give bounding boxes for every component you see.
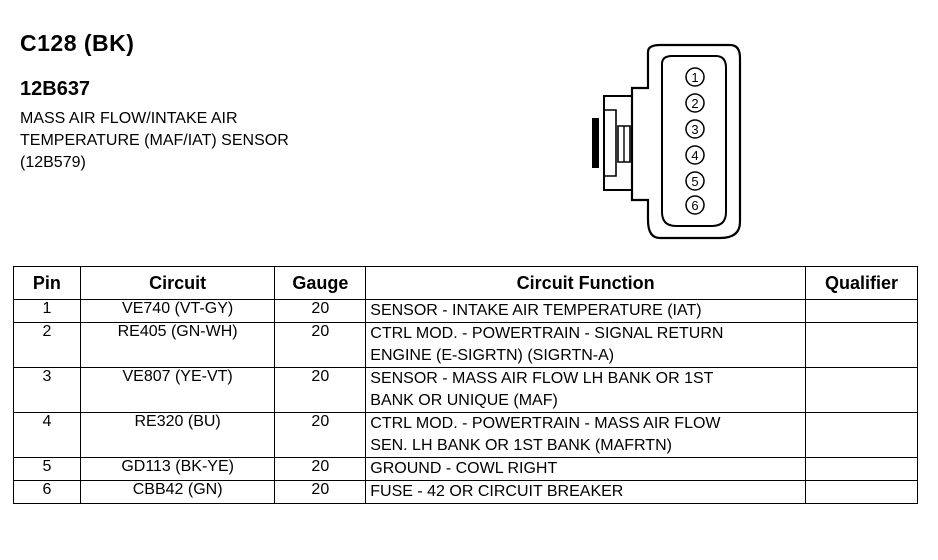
connector-face-diagram <box>590 40 750 245</box>
gauge-cell: 20 <box>275 458 366 481</box>
header-gauge: Gauge <box>275 267 366 300</box>
table-row <box>14 300 918 323</box>
table-row <box>14 368 918 413</box>
pin-cell: 1 <box>14 300 81 323</box>
pin-label: 1 <box>691 70 699 85</box>
pinout-table <box>13 266 918 504</box>
pin-cell: 2 <box>14 323 81 368</box>
function-cell <box>366 368 806 413</box>
table-row <box>14 323 918 368</box>
pin-label: 4 <box>691 148 699 163</box>
pin-label: 5 <box>691 174 699 189</box>
function-line: FUSE - 42 OR CIRCUIT BREAKER <box>370 483 624 500</box>
pin-label: 3 <box>691 122 699 137</box>
latch-bar <box>592 118 599 168</box>
gauge-cell: 20 <box>275 300 366 323</box>
circuit-cell: RE405 (GN-WH) <box>80 323 275 368</box>
qualifier-cell <box>806 413 918 458</box>
component-description <box>20 108 289 174</box>
gauge-cell: 20 <box>275 481 366 504</box>
pin-cell: 5 <box>14 458 81 481</box>
function-line: GROUND - COWL RIGHT <box>370 460 558 477</box>
pin-label: 2 <box>691 96 699 111</box>
pin-cell: 4 <box>14 413 81 458</box>
locking-tab-inner <box>604 110 616 176</box>
function-line: SENSOR - MASS AIR FLOW LH BANK OR 1ST <box>370 370 714 387</box>
description-line: (12B579) <box>20 154 86 171</box>
header-qualifier: Qualifier <box>806 267 918 300</box>
function-cell <box>366 323 806 368</box>
header-circuit: Circuit <box>80 267 275 300</box>
qualifier-cell <box>806 481 918 504</box>
circuit-cell: CBB42 (GN) <box>80 481 275 504</box>
pin-cell: 3 <box>14 368 81 413</box>
table-row <box>14 458 918 481</box>
part-number: 12B637 <box>20 78 91 100</box>
table-header-row <box>14 267 918 300</box>
function-line: SEN. LH BANK OR 1ST BANK (MAFRTN) <box>370 437 672 454</box>
table-row <box>14 481 918 504</box>
gauge-cell: 20 <box>275 368 366 413</box>
description-line: MASS AIR FLOW/INTAKE AIR <box>20 110 238 127</box>
function-cell <box>366 458 806 481</box>
gauge-cell: 20 <box>275 323 366 368</box>
function-line: CTRL MOD. - POWERTRAIN - SIGNAL RETURN <box>370 325 724 342</box>
circuit-cell: GD113 (BK-YE) <box>80 458 275 481</box>
pin-cell: 6 <box>14 481 81 504</box>
pin-circles <box>686 68 704 214</box>
connector-id-title: C128 (BK) <box>20 30 135 56</box>
function-line: BANK OR UNIQUE (MAF) <box>370 392 558 409</box>
function-line: ENGINE (E-SIGRTN) (SIGRTN-A) <box>370 347 615 364</box>
qualifier-cell <box>806 300 918 323</box>
circuit-cell: VE740 (VT-GY) <box>80 300 275 323</box>
function-cell <box>366 481 806 504</box>
qualifier-cell <box>806 368 918 413</box>
circuit-cell: RE320 (BU) <box>80 413 275 458</box>
qualifier-cell <box>806 323 918 368</box>
function-line: CTRL MOD. - POWERTRAIN - MASS AIR FLOW <box>370 415 721 432</box>
pin-label: 6 <box>691 198 699 213</box>
circuit-cell: VE807 (YE-VT) <box>80 368 275 413</box>
description-line: TEMPERATURE (MAF/IAT) SENSOR <box>20 132 289 149</box>
qualifier-cell <box>806 458 918 481</box>
function-cell <box>366 413 806 458</box>
header-pin: Pin <box>14 267 81 300</box>
table-row <box>14 413 918 458</box>
gauge-cell: 20 <box>275 413 366 458</box>
header-circuit-function: Circuit Function <box>366 267 806 300</box>
function-line: SENSOR - INTAKE AIR TEMPERATURE (IAT) <box>370 302 702 319</box>
function-cell <box>366 300 806 323</box>
